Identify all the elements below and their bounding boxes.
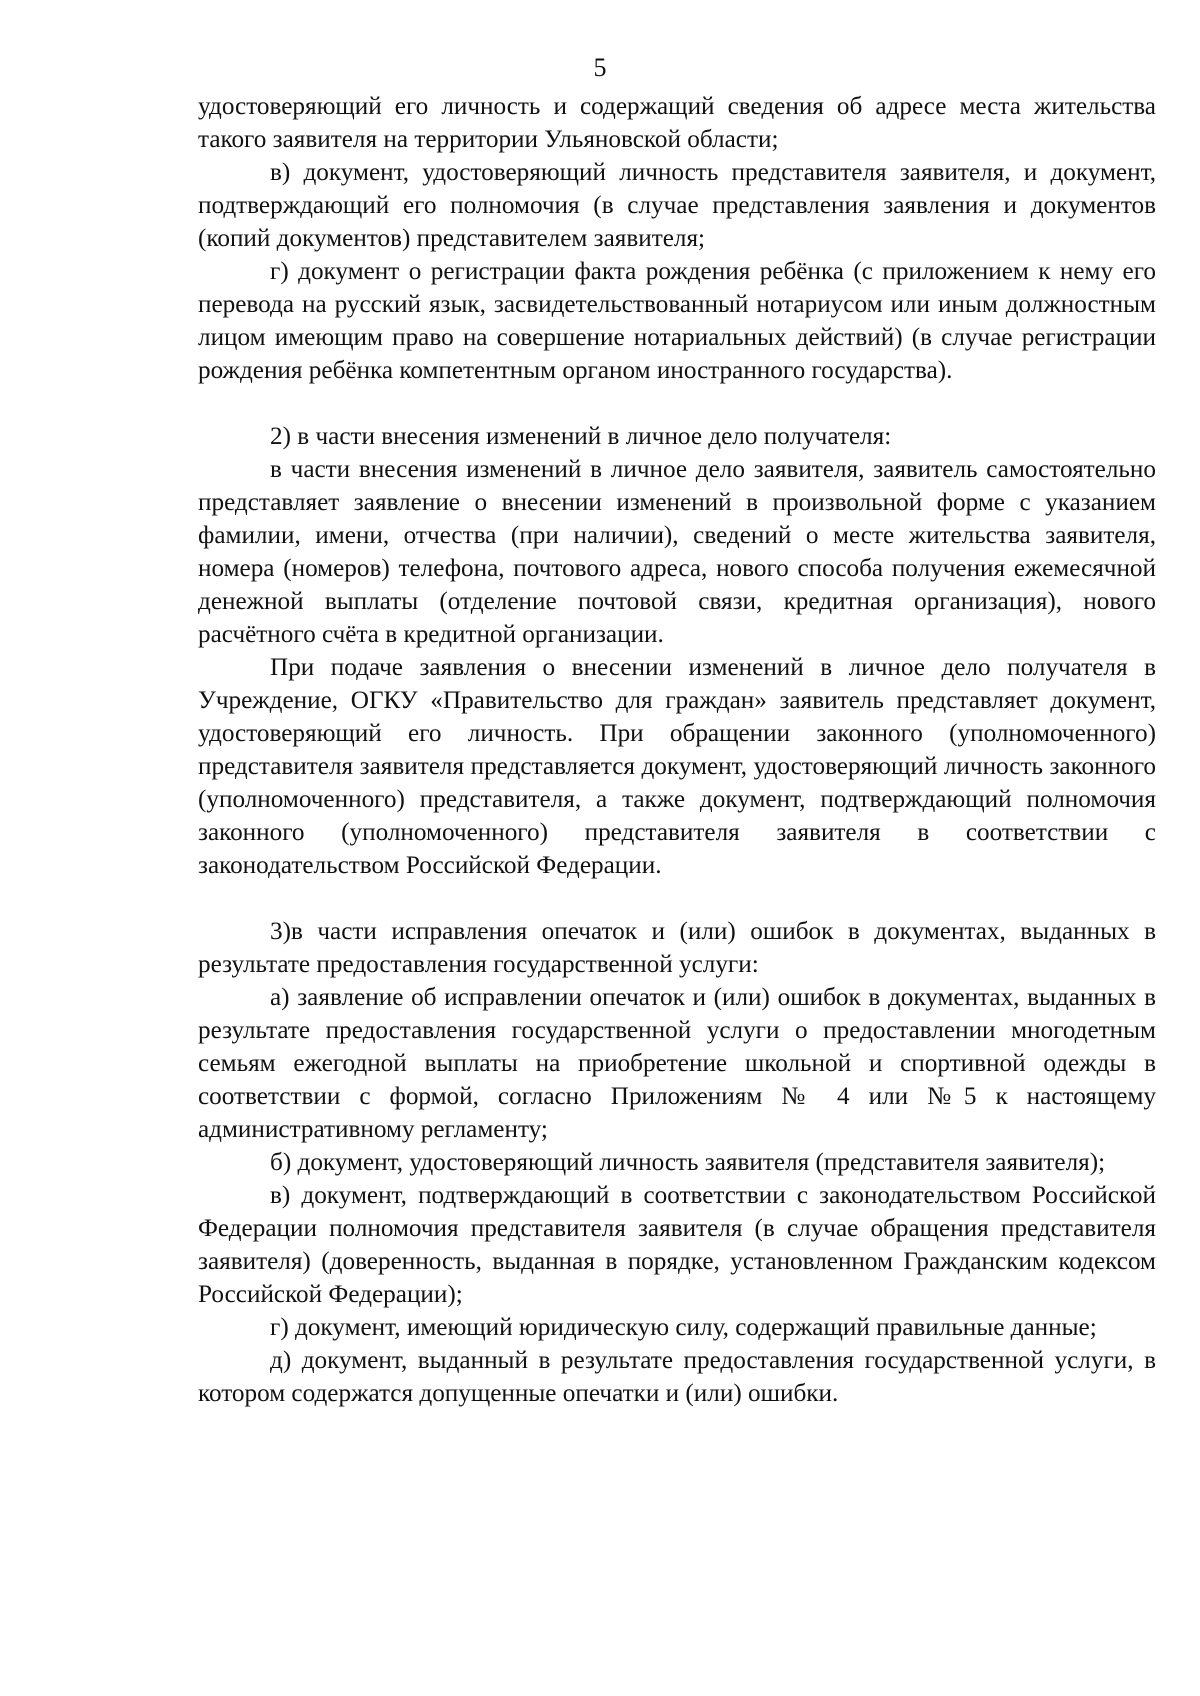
list-item: б) документ, удостоверяющий личность заявителя (представителя заявителя); bbox=[270, 1149, 1106, 1176]
paragraph: г) документ о регистрации факта рождения ребёнка (с приложением к нему его перевода на русский язык, засвидетельствованный нотариусом или иным должностным лицом имеющим право на совершение нотариальных действий) (в случае регистрации рождения ребёнка компетентным органом иностранного государства). bbox=[198, 258, 1156, 384]
paragraph: удостоверяющий его личность и содержащий сведения об адресе места жительства такого заявителя на территории Ульяновской области; bbox=[198, 93, 1156, 153]
document-body bbox=[198, 90, 1156, 1410]
section-heading: 2) в части внесения изменений в личное дело получателя: bbox=[270, 423, 892, 450]
section-heading: 3)в части исправления опечаток и (или) ошибок в документах, выданных в результате предоставления государственной услуги: bbox=[198, 918, 1156, 978]
list-item: в) документ, подтверждающий в соответствии с законодательством Российской Федерации полномочия представителя заявителя (в случае обращения представителя заявителя) (доверенность, выданная в порядке, установленном Гражданским кодексом Российской Федерации); bbox=[198, 1182, 1156, 1308]
list-item: д) документ, выданный в результате предоставления государственной услуги, в котором содержатся допущенные опечатки и (или) ошибки. bbox=[198, 1347, 1156, 1407]
list-item: г) документ, имеющий юридическую силу, содержащий правильные данные; bbox=[270, 1314, 1097, 1341]
paragraph: в части внесения изменений в личное дело заявителя, заявитель самостоятельно представляет заявление о внесении изменений в произвольной форме с указанием фамилии, имени, отчества (при наличии), сведений о месте жительства заявителя, номера (номеров) телефона, почтового адреса, нового способа получения ежемесячной денежной выплаты (отделение почтовой связи, кредитная организация), нового расчётного счёта в кредитной организации. bbox=[198, 456, 1156, 648]
page-number: 5 bbox=[593, 53, 607, 82]
paragraph: в) документ, удостоверяющий личность представителя заявителя, и документ, подтверждающий его полномочия (в случае представления заявления и документов (копий документов) представителем заявителя; bbox=[198, 159, 1156, 252]
list-item: а) заявление об исправлении опечаток и (или) ошибок в документах, выданных в результате предоставления государственной услуги о предоставлении многодетным семьям ежегодной выплаты на приобретение школьной и спортивной одежды в соответствии с формой, согласно Приложениям № 4 или №5 к настоящему административному регламенту; bbox=[198, 984, 1156, 1143]
paragraph: При подаче заявления о внесении изменений в личное дело получателя в Учреждение, ОГКУ «Правительство для граждан» заявитель представляет документ, удостоверяющий его личность. При обращении законного (уполномоченного) представителя заявителя представляется документ, удостоверяющий личность законного (уполномоченного) представителя, а также документ, подтверждающий полномочия законного (уполномоченного) представителя заявителя в соответствии с законодательством Российской Федерации. bbox=[198, 654, 1156, 879]
